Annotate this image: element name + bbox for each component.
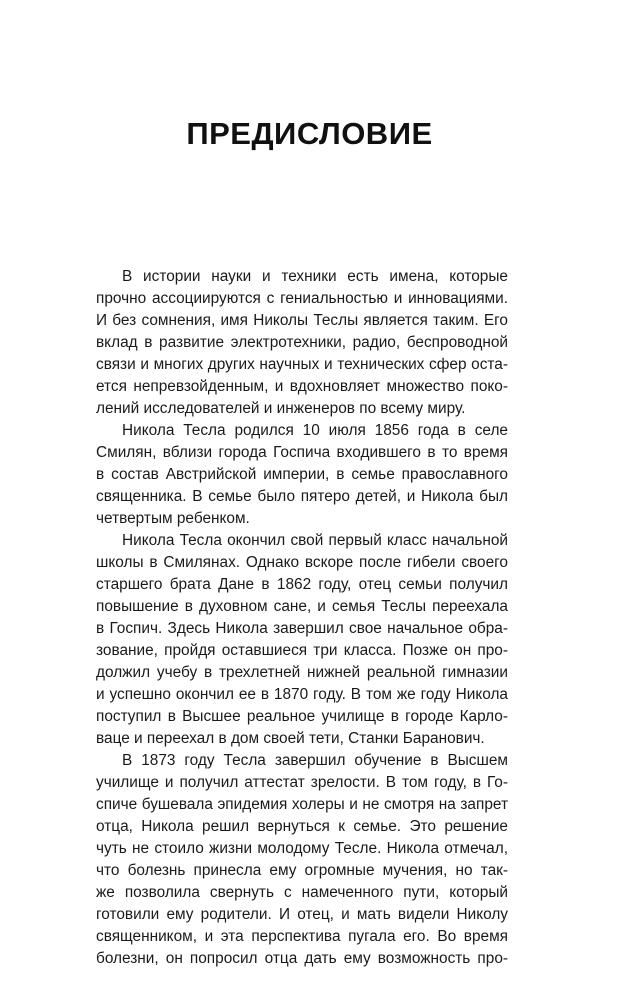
text-line: старшего брата Дане в 1862 году, отец семьи получил [96, 576, 508, 593]
text-line: что болезнь принесла ему огромные мучения, но так- [96, 862, 508, 879]
text-line: ется непревзойденным, и вдохновляет множество поко- [96, 378, 508, 395]
text-line: В 1873 году Тесла завершил обучение в Высшем [122, 752, 508, 769]
text-line: должил учебу в трехлетней нижней реальной гимназии [96, 664, 508, 681]
text-line: священника. В семье было пятеро детей, и Никола был [96, 488, 508, 505]
text-line: училище и получил аттестат зрелости. В том году, в Го- [96, 774, 508, 791]
text-line: четвертым ребенком. [96, 510, 250, 527]
text-line: лений исследователей и инженеров по всему миру. [96, 400, 466, 417]
text-line: прочно ассоциируются с гениальностью и инновациями. [96, 290, 508, 307]
text-line: вклад в развитие электротехники, радио, беспроводной [96, 334, 508, 351]
text-line: священником, и эта перспектива пугала его. Во время [96, 928, 508, 945]
text-line: ваце и переехал в дом своей тети, Станки Баранович. [96, 730, 485, 747]
text-line: спиче бушевала эпидемия холеры и не смотря на запрет [96, 796, 508, 813]
text-line: Никола Тесла окончил свой первый класс начальной [122, 532, 508, 549]
text-line: Никола Тесла родился 10 июля 1856 года в селе [122, 422, 508, 439]
text-line: готовили ему родители. И отец, и мать видели Николу [96, 906, 508, 923]
text-line: в состав Австрийской империи, в семье православного [96, 466, 508, 483]
text-line: зование, пройдя оставшиеся три класса. Позже он про- [96, 642, 508, 659]
text-line: отца, Никола решил вернуться к семье. Это решение [96, 818, 508, 835]
text-line: чуть не стоило жизни молодому Тесле. Никола отмечал, [96, 840, 508, 857]
text-line: поступил в Высшее реальное училище в городе Карло- [96, 708, 508, 725]
text-line: В истории науки и техники есть имена, которые [122, 268, 508, 285]
text-line: в Госпич. Здесь Никола завершил свое начальное обра- [96, 620, 508, 637]
body-text [96, 266, 508, 970]
text-line: связи и многих других научных и технических сфер оста- [96, 356, 508, 373]
text-line: же позволила свернуть с намеченного пути, который [96, 884, 508, 901]
text-line: Смилян, вблизи города Госпича входившего в то время [96, 444, 508, 461]
text-line: и успешно окончил ее в 1870 году. В том же году Никола [96, 686, 508, 703]
page-title: ПРЕДИСЛОВИЕ [186, 116, 433, 151]
text-line: школы в Смилянах. Однако вскоре после гибели своего [96, 554, 508, 571]
text-line: И без сомнения, имя Николы Теслы является таким. Его [96, 312, 508, 329]
text-line: повышение в духовном сане, и семья Теслы переехала [96, 598, 508, 615]
text-line: болезни, он попросил отца дать ему возможность про- [96, 950, 508, 967]
